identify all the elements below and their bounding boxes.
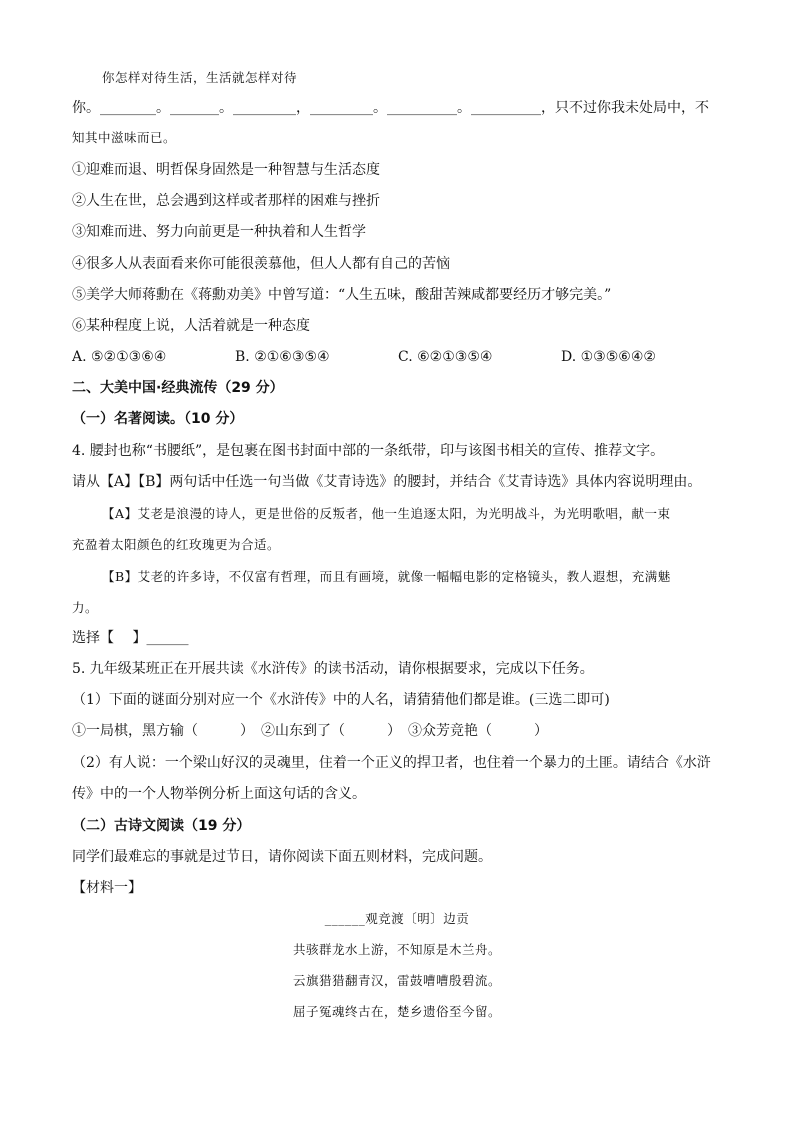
poem-line-1: 共骇群龙水上游，不知原是木兰舟。 bbox=[292, 942, 501, 957]
option-d: D. ①③⑤⑥④② bbox=[561, 349, 656, 365]
passage-line1-end: 只不过你我未处局中，不 bbox=[555, 100, 709, 116]
option-b-text-line-1: 【B】艾老的许多诗，不仅富有哲理，而且有画境，就像一幅幅电影的定格镜头，教人遐想，充满魅 bbox=[102, 569, 671, 584]
subsection-heading-2: （二）古诗文阅读（19 分） bbox=[72, 818, 251, 834]
poem-line-3: 屈子冤魂终古在，楚乡遗俗至今留。 bbox=[292, 1004, 501, 1019]
sentence-3: ③知难而进、努力向前更是一种执着和人生哲学 bbox=[72, 224, 366, 240]
question-4-line-2: 请从【A】【B】两句话中任选一句当做《艾青诗选》的腰封，并结合《艾青诗选》具体内容说明理由。 bbox=[72, 474, 702, 490]
passage-line-1 bbox=[72, 98, 724, 118]
choice-line: 选择【 】______ bbox=[72, 630, 189, 646]
question-5-part-2-line-2: 传》中的一个人物举例分析上面这句话的含义。 bbox=[72, 786, 366, 802]
section-heading: 二、大美中国·经典流传（29 分） bbox=[72, 380, 284, 396]
poem-title: ______观竞渡〔明〕边贡 bbox=[324, 911, 470, 926]
material-label: 【材料一】 bbox=[72, 880, 142, 896]
subsection-heading-1: （一）名著阅读。（10 分） bbox=[72, 411, 244, 427]
poem-line-2: 云旗猎猎翻青汉，雷鼓嘈嘈殷碧流。 bbox=[292, 973, 501, 988]
blank-3: _________， bbox=[233, 100, 310, 116]
intro-text: 同学们最难忘的事就是过节日，请你阅读下面五则材料，完成问题。 bbox=[72, 849, 492, 865]
sentence-1: ①迎难而退、明哲保身固然是一种智慧与生活态度 bbox=[72, 162, 380, 178]
question-4-line-1: 4. 腰封也称“书腰纸”，是包裹在图书封面中部的一条纸带，印与该图书相关的宣传、推荐文字。 bbox=[72, 443, 665, 459]
sentence-5: ⑤美学大师蒋勳在《蒋勳劝美》中曾写道：“人生五味，酸甜苦辣咸都要经历才够完美。” bbox=[72, 287, 612, 303]
blank-6: __________， bbox=[471, 100, 555, 116]
option-c: C. ⑥②①③⑤④ bbox=[398, 349, 493, 365]
blank-1: ________。 bbox=[100, 100, 170, 116]
blank-4: _________。 bbox=[310, 100, 387, 116]
option-a: A. ⑤②①③⑥④ bbox=[72, 349, 167, 365]
sentence-2: ②人生在世，总会遇到这样或者那样的困难与挫折 bbox=[72, 193, 380, 209]
passage-title: 你怎样对待生活，生活就怎样对待 bbox=[102, 70, 298, 85]
blank-2: _______。 bbox=[170, 100, 233, 116]
question-5-part-2-line-1: （2）有人说：一个梁山好汉的灵魂里，住着一个正义的捍卫者，也住着一个暴力的土匪。请结合《水浒 bbox=[72, 755, 711, 771]
question-5-part-1: （1）下面的谜面分别对应一个《水浒传》中的人名，请猜猜他们都是谁。(三选二即可) bbox=[72, 692, 610, 708]
sentence-6: ⑥某种程度上说，人活着就是一种态度 bbox=[72, 318, 310, 334]
option-a-text-line-2: 充盈着太阳颜色的红玫瑰更为合适。 bbox=[72, 537, 281, 552]
question-5: 5. 九年级某班正在开展共读《水浒传》的读书活动，请你根据要求，完成以下任务。 bbox=[72, 661, 594, 677]
option-a-text-line-1: 【A】艾老是浪漫的诗人，更是世俗的反叛者，他一生追逐太阳，为光明战斗，为光明歌唱，献一束 bbox=[102, 506, 671, 521]
riddle-line: ①一局棋，黑方输（ ） ②山东到了（ ） ③众芳竞艳（ ） bbox=[72, 723, 548, 739]
blank-5: __________。 bbox=[387, 100, 471, 116]
option-b: B. ②①⑥③⑤④ bbox=[235, 349, 330, 365]
sentence-4: ④很多人从表面看来你可能很羡慕他，但人人都有自己的苦恼 bbox=[72, 256, 450, 272]
option-b-text-line-2: 力。 bbox=[72, 600, 99, 615]
passage-line-2: 知其中滋味而已。 bbox=[72, 130, 177, 145]
answer-options bbox=[72, 347, 724, 367]
passage-line1-start: 你。 bbox=[72, 100, 100, 116]
